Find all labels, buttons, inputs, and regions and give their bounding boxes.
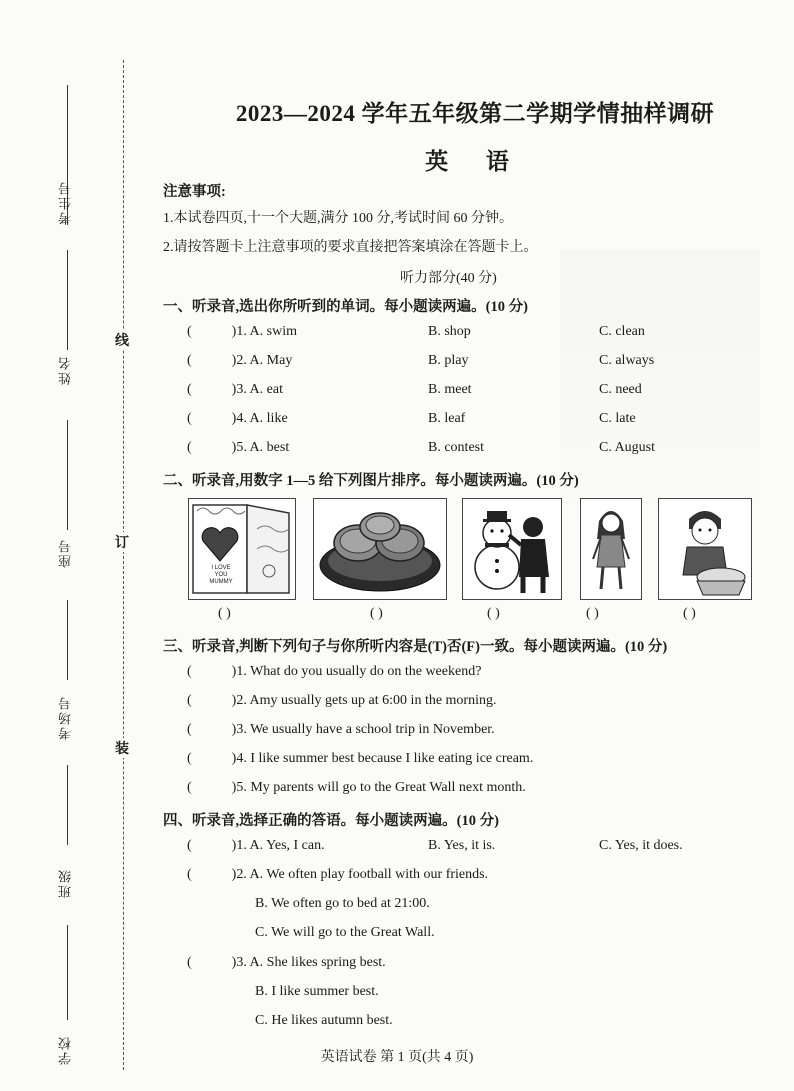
label-exam-room: 考场号 — [58, 695, 73, 740]
q3-1 — [187, 664, 481, 680]
q3-5 — [187, 780, 526, 796]
paren-open: ( — [187, 664, 192, 679]
q1-2-a: )2. A. May — [231, 353, 293, 368]
page-title: 2023—2024 学年五年级第二学期学情抽样调研 — [235, 101, 715, 126]
paren-open: ( — [187, 751, 192, 766]
seal-char-zhuang: 装 — [115, 738, 129, 758]
q1-3-c: C. need — [599, 382, 642, 397]
q1-4-c: C. late — [599, 411, 636, 426]
snowman-picture — [462, 498, 562, 600]
q1-3-a: )3. A. eat — [231, 382, 283, 397]
paren-open: ( — [187, 693, 192, 708]
q4-1-b: B. Yes, it is. — [428, 838, 496, 853]
q1-5-c: C. August — [599, 440, 656, 455]
girl-picture — [580, 498, 642, 600]
margin-line — [67, 765, 69, 845]
q1-4-a: )4. A. like — [231, 411, 288, 426]
q4-3 — [187, 955, 386, 971]
paren-open: ( — [187, 411, 192, 426]
paren-open: ( — [187, 780, 192, 795]
q1-3-b: B. meet — [428, 382, 472, 397]
seal-char-xian: 线 — [115, 330, 129, 350]
page-footer: 英语试卷 第 1 页(共 4 页) — [320, 1050, 474, 1065]
label-class: 班级 — [58, 868, 73, 898]
seal-dashed-line — [123, 60, 124, 1070]
listening-header: 听力部分(40 分) — [400, 271, 497, 286]
q4-3-a: )3. A. She likes spring best. — [231, 955, 386, 970]
label-exam-number: 考生号 — [58, 180, 73, 225]
card-picture — [188, 498, 296, 600]
notes-heading: 注意事项: — [163, 184, 226, 200]
answer-paren-2: ( ) — [370, 606, 383, 621]
label-school: 学校 — [58, 1035, 73, 1065]
q1-1-a: )1. A. swim — [231, 324, 298, 339]
q4-1-a: )1. A. Yes, I can. — [231, 838, 325, 853]
paren-open: ( — [187, 867, 192, 882]
mooncake-picture — [313, 498, 447, 600]
q3-3-text: )3. We usually have a school trip in November. — [231, 722, 495, 737]
q1-4-b: B. leaf — [428, 411, 466, 426]
q1-5-row — [187, 440, 289, 456]
margin-line — [67, 420, 69, 530]
paren-open: ( — [187, 324, 192, 339]
paren-open: ( — [187, 722, 192, 737]
paren-open: ( — [187, 440, 192, 455]
q3-4 — [187, 751, 533, 767]
q3-3 — [187, 722, 495, 738]
q1-3-row — [187, 382, 283, 398]
note-item: 2.请按答题卡上注意事项的要求直接把答案填涂在答题卡上。 — [163, 240, 538, 255]
seal-char-ding: 订 — [115, 532, 129, 552]
q1-5-b: B. contest — [428, 440, 484, 455]
q3-5-text: )5. My parents will go to the Great Wall next month. — [231, 780, 526, 795]
q4-2-b: B. We often go to bed at 21:00. — [255, 896, 430, 911]
q1-4-row — [187, 411, 288, 427]
q4-2 — [187, 867, 488, 883]
q1-2-c: C. always — [599, 353, 655, 368]
q1-1-b: B. shop — [428, 324, 471, 339]
section4-heading: 四、听录音,选择正确的答语。每小题读两遍。(10 分) — [163, 813, 499, 829]
q1-2-row — [187, 353, 292, 369]
q1-2-b: B. play — [428, 353, 469, 368]
paren-open: ( — [187, 838, 192, 853]
section3-heading: 三、听录音,判断下列句子与你所听内容是(T)否(F)一致。每小题读两遍。(10 分) — [163, 639, 668, 655]
q3-2 — [187, 693, 496, 709]
subject-title: 英 语 — [425, 149, 525, 174]
q4-1 — [187, 838, 325, 854]
q1-1-row — [187, 324, 297, 340]
q1-5-a: )5. A. best — [231, 440, 290, 455]
label-seat: 座号 — [58, 538, 73, 568]
bleed-through-shadow — [560, 250, 760, 530]
card-text: I LOVE YOU MUMMY — [209, 565, 233, 585]
section2-heading: 二、听录音,用数字 1—5 给下列图片排序。每小题读两遍。(10 分) — [163, 473, 579, 489]
margin-line — [67, 925, 69, 1020]
label-name: 姓名 — [58, 355, 73, 385]
q4-2-c: C. We will go to the Great Wall. — [255, 925, 435, 940]
paren-open: ( — [187, 955, 192, 970]
answer-paren-3: ( ) — [487, 606, 500, 621]
answer-paren-5: ( ) — [683, 606, 696, 621]
q3-1-text: )1. What do you usually do on the weekend? — [231, 664, 482, 679]
q4-2-a: )2. A. We often play football with our friends. — [231, 867, 489, 882]
answer-paren-4: ( ) — [586, 606, 599, 621]
q3-4-text: )4. I like summer best because I like eating ice cream. — [231, 751, 534, 766]
margin-line — [67, 600, 69, 680]
section1-heading: 一、听录音,选出你所听到的单词。每小题读两遍。(10 分) — [163, 299, 528, 315]
paren-open: ( — [187, 382, 192, 397]
boy-picture — [658, 498, 752, 600]
paren-open: ( — [187, 353, 192, 368]
q1-1-c: C. clean — [599, 324, 645, 339]
q3-2-text: )2. Amy usually gets up at 6:00 in the morning. — [231, 693, 497, 708]
q4-3-b: B. I like summer best. — [255, 984, 379, 999]
margin-line — [67, 250, 69, 350]
q4-1-c: C. Yes, it does. — [599, 838, 683, 853]
q4-3-c: C. He likes autumn best. — [255, 1013, 393, 1028]
note-item: 1.本试卷四页,十一个大题,满分 100 分,考试时间 60 分钟。 — [163, 211, 513, 226]
answer-paren-1: ( ) — [218, 606, 231, 621]
